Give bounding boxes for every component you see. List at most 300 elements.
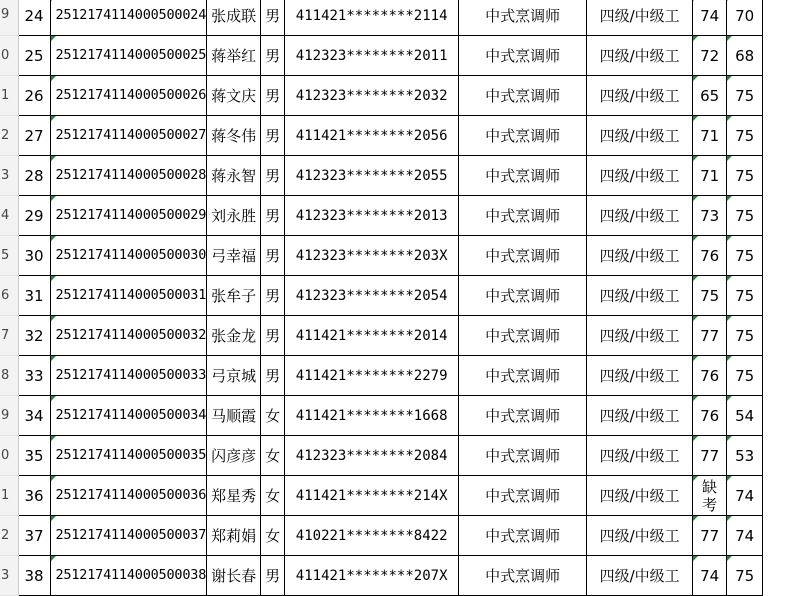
comment-indicator-icon xyxy=(51,236,56,241)
practical-score-cell[interactable] xyxy=(727,516,763,556)
row-header-text: 4 xyxy=(1,207,10,223)
practical-score-cell-text: 75 xyxy=(735,286,755,305)
seq-cell-text: 24 xyxy=(24,6,44,25)
table-row xyxy=(0,316,763,356)
occupation-cell-text: 中式烹调师 xyxy=(485,206,561,225)
ticket-number-cell[interactable] xyxy=(50,116,207,156)
practical-score-cell[interactable] xyxy=(727,116,763,156)
occupation-cell[interactable] xyxy=(459,436,587,476)
level-cell-text: 四级/中级工 xyxy=(599,526,680,545)
occupation-cell[interactable] xyxy=(459,116,587,156)
sheet-empty-area xyxy=(763,0,791,585)
ticket-number-cell[interactable] xyxy=(50,556,207,596)
theory-score-cell-text: 65 xyxy=(700,86,720,105)
comment-indicator-icon xyxy=(51,0,56,1)
row-header-text: 1 xyxy=(1,87,10,103)
id-number-cell[interactable] xyxy=(285,516,459,556)
seq-cell[interactable] xyxy=(18,236,50,276)
occupation-cell[interactable] xyxy=(459,76,587,116)
comment-indicator-icon xyxy=(693,76,698,81)
row-header[interactable] xyxy=(0,276,18,316)
theory-score-cell[interactable] xyxy=(693,556,727,596)
comment-indicator-icon xyxy=(727,316,732,321)
id-number-cell[interactable] xyxy=(285,116,459,156)
name-cell[interactable] xyxy=(207,236,261,276)
theory-score-cell-text: 77 xyxy=(700,446,720,465)
ticket-number-cell[interactable] xyxy=(50,356,207,396)
seq-cell-text: 33 xyxy=(24,366,44,385)
practical-score-cell-text: 75 xyxy=(735,166,755,185)
gender-cell[interactable] xyxy=(261,156,285,196)
comment-indicator-icon xyxy=(51,316,56,321)
name-cell[interactable] xyxy=(207,156,261,196)
level-cell[interactable] xyxy=(587,556,693,596)
name-cell[interactable] xyxy=(207,76,261,116)
name-cell[interactable] xyxy=(207,0,261,36)
seq-cell[interactable] xyxy=(18,396,50,436)
row-header[interactable] xyxy=(0,156,18,196)
seq-cell-text: 27 xyxy=(24,126,44,145)
practical-score-cell[interactable] xyxy=(727,396,763,436)
id-number-cell-text: 412323********2055 xyxy=(295,167,448,184)
name-cell-text: 谢长春 xyxy=(211,566,257,585)
gender-cell[interactable] xyxy=(261,76,285,116)
table-row xyxy=(0,276,763,316)
gender-cell[interactable] xyxy=(261,236,285,276)
gender-cell[interactable] xyxy=(261,476,285,516)
seq-cell[interactable] xyxy=(18,76,50,116)
theory-score-cell[interactable] xyxy=(693,196,727,236)
seq-cell[interactable] xyxy=(18,276,50,316)
theory-score-cell[interactable] xyxy=(693,0,727,36)
comment-indicator-icon xyxy=(693,236,698,241)
table-row xyxy=(0,156,763,196)
seq-cell-text: 29 xyxy=(24,206,44,225)
comment-indicator-icon xyxy=(693,36,698,41)
occupation-cell[interactable] xyxy=(459,356,587,396)
table-row xyxy=(0,236,763,276)
gender-cell[interactable] xyxy=(261,36,285,76)
name-cell[interactable] xyxy=(207,276,261,316)
ticket-number-cell-text: 2512174114000500036 xyxy=(55,487,207,503)
name-cell-text: 弓京城 xyxy=(211,366,257,385)
comment-indicator-icon xyxy=(727,516,732,521)
id-number-cell-text: 412323********2011 xyxy=(295,47,448,64)
level-cell-text: 四级/中级工 xyxy=(599,126,680,145)
name-cell-text: 蒋举红 xyxy=(211,46,257,65)
theory-score-cell-text: 76 xyxy=(700,246,720,265)
ticket-number-cell[interactable] xyxy=(50,396,207,436)
ticket-number-cell[interactable] xyxy=(50,156,207,196)
seq-cell[interactable] xyxy=(18,356,50,396)
ticket-number-cell[interactable] xyxy=(50,476,207,516)
seq-cell[interactable] xyxy=(18,156,50,196)
seq-cell-text: 38 xyxy=(24,566,44,585)
seq-cell[interactable] xyxy=(18,556,50,596)
comment-indicator-icon xyxy=(51,396,56,401)
seq-cell-text: 36 xyxy=(24,486,44,505)
comment-indicator-icon xyxy=(51,116,56,121)
occupation-cell[interactable] xyxy=(459,316,587,356)
seq-cell[interactable] xyxy=(18,476,50,516)
level-cell-text: 四级/中级工 xyxy=(599,566,680,585)
theory-score-cell[interactable] xyxy=(693,236,727,276)
level-cell[interactable] xyxy=(587,356,693,396)
id-number-cell[interactable] xyxy=(285,356,459,396)
level-cell-text: 四级/中级工 xyxy=(599,366,680,385)
comment-indicator-icon xyxy=(727,276,732,281)
theory-score-cell[interactable] xyxy=(693,36,727,76)
comment-indicator-icon xyxy=(51,356,56,361)
occupation-cell[interactable] xyxy=(459,36,587,76)
level-cell-text: 四级/中级工 xyxy=(599,286,680,305)
comment-indicator-icon xyxy=(693,156,698,161)
comment-indicator-icon xyxy=(51,476,56,481)
seq-cell[interactable] xyxy=(18,116,50,156)
theory-score-cell[interactable] xyxy=(693,316,727,356)
theory-score-cell[interactable] xyxy=(693,276,727,316)
level-cell-text: 四级/中级工 xyxy=(599,46,680,65)
table-row xyxy=(0,396,763,436)
comment-indicator-icon xyxy=(727,356,732,361)
practical-score-cell-text: 75 xyxy=(735,566,755,585)
id-number-cell[interactable] xyxy=(285,236,459,276)
row-header[interactable] xyxy=(0,236,18,276)
ticket-number-cell[interactable] xyxy=(50,76,207,116)
practical-score-cell-text: 53 xyxy=(735,446,755,465)
occupation-cell-text: 中式烹调师 xyxy=(485,446,561,465)
level-cell[interactable] xyxy=(587,436,693,476)
occupation-cell[interactable] xyxy=(459,476,587,516)
ticket-number-cell-text: 2512174114000500031 xyxy=(55,287,207,303)
name-cell-text: 刘永胜 xyxy=(211,206,257,225)
gender-cell-text: 女 xyxy=(265,406,281,425)
id-number-cell[interactable] xyxy=(285,556,459,596)
seq-cell[interactable] xyxy=(18,36,50,76)
row-header[interactable] xyxy=(0,0,18,36)
row-header-text: 3 xyxy=(1,567,10,583)
row-header[interactable] xyxy=(0,76,18,116)
practical-score-cell[interactable] xyxy=(727,356,763,396)
gender-cell[interactable] xyxy=(261,396,285,436)
level-cell[interactable] xyxy=(587,36,693,76)
id-number-cell-text: 411421********214X xyxy=(295,487,448,504)
table-row xyxy=(0,116,763,156)
gender-cell-text: 男 xyxy=(265,366,281,385)
name-cell[interactable] xyxy=(207,516,261,556)
occupation-cell[interactable] xyxy=(459,156,587,196)
level-cell[interactable] xyxy=(587,316,693,356)
ticket-number-cell-text: 2512174114000500035 xyxy=(55,447,207,463)
seq-cell-text: 28 xyxy=(24,166,44,185)
table-row xyxy=(0,556,763,596)
gender-cell-text: 女 xyxy=(265,486,281,505)
id-number-cell-text: 412323********2013 xyxy=(295,207,448,224)
ticket-number-cell-text: 2512174114000500028 xyxy=(55,167,207,183)
practical-score-cell[interactable] xyxy=(727,476,763,516)
occupation-cell[interactable] xyxy=(459,516,587,556)
id-number-cell-text: 411421********1668 xyxy=(295,407,448,424)
comment-indicator-icon xyxy=(693,196,698,201)
name-cell-text: 张成联 xyxy=(211,6,257,25)
id-number-cell[interactable] xyxy=(285,436,459,476)
row-header-text: 5 xyxy=(1,247,10,263)
row-header[interactable] xyxy=(0,396,18,436)
table-row xyxy=(0,76,763,116)
ticket-number-cell[interactable] xyxy=(50,276,207,316)
comment-indicator-icon xyxy=(693,516,698,521)
name-cell-text: 蒋冬伟 xyxy=(211,126,257,145)
theory-score-cell[interactable] xyxy=(693,516,727,556)
theory-score-cell-text: 77 xyxy=(700,326,720,345)
ticket-number-cell-text: 2512174114000500030 xyxy=(55,247,207,263)
row-header[interactable] xyxy=(0,476,18,516)
practical-score-cell[interactable] xyxy=(727,76,763,116)
gender-cell[interactable] xyxy=(261,516,285,556)
comment-indicator-icon xyxy=(693,316,698,321)
id-number-cell[interactable] xyxy=(285,276,459,316)
level-cell-text: 四级/中级工 xyxy=(599,446,680,465)
gender-cell-text: 男 xyxy=(265,126,281,145)
row-header[interactable] xyxy=(0,116,18,156)
practical-score-cell[interactable] xyxy=(727,556,763,596)
comment-indicator-icon xyxy=(727,436,732,441)
ticket-number-cell[interactable] xyxy=(50,36,207,76)
comment-indicator-icon xyxy=(727,156,732,161)
theory-score-cell[interactable] xyxy=(693,356,727,396)
id-number-cell[interactable] xyxy=(285,0,459,36)
practical-score-cell-text: 75 xyxy=(735,126,755,145)
practical-score-cell[interactable] xyxy=(727,436,763,476)
gender-cell[interactable] xyxy=(261,0,285,36)
ticket-number-cell-text: 2512174114000500025 xyxy=(55,47,207,63)
occupation-cell-text: 中式烹调师 xyxy=(485,86,561,105)
row-header-text: 9 xyxy=(1,407,10,423)
name-cell[interactable] xyxy=(207,556,261,596)
gender-cell[interactable] xyxy=(261,276,285,316)
seq-cell[interactable] xyxy=(18,196,50,236)
ticket-number-cell[interactable] xyxy=(50,316,207,356)
seq-cell-text: 34 xyxy=(24,406,44,425)
practical-score-cell-text: 75 xyxy=(735,246,755,265)
occupation-cell[interactable] xyxy=(459,236,587,276)
ticket-number-cell-text: 2512174114000500027 xyxy=(55,127,207,143)
gender-cell[interactable] xyxy=(261,116,285,156)
comment-indicator-icon xyxy=(727,116,732,121)
gender-cell[interactable] xyxy=(261,316,285,356)
row-header[interactable] xyxy=(0,316,18,356)
theory-score-cell-text: 75 xyxy=(700,286,720,305)
row-header[interactable] xyxy=(0,516,18,556)
id-number-cell[interactable] xyxy=(285,396,459,436)
comment-indicator-icon xyxy=(693,556,698,561)
level-cell-text: 四级/中级工 xyxy=(599,246,680,265)
name-cell[interactable] xyxy=(207,356,261,396)
ticket-number-cell[interactable] xyxy=(50,436,207,476)
ticket-number-cell[interactable] xyxy=(50,196,207,236)
level-cell[interactable] xyxy=(587,516,693,556)
comment-indicator-icon xyxy=(727,76,732,81)
comment-indicator-icon xyxy=(693,356,698,361)
level-cell[interactable] xyxy=(587,116,693,156)
practical-score-cell[interactable] xyxy=(727,36,763,76)
ticket-number-cell[interactable] xyxy=(50,516,207,556)
theory-score-cell[interactable] xyxy=(693,436,727,476)
practical-score-cell[interactable] xyxy=(727,156,763,196)
ticket-number-cell-text: 2512174114000500034 xyxy=(55,407,207,423)
level-cell-text: 四级/中级工 xyxy=(599,406,680,425)
name-cell-text: 郑星秀 xyxy=(211,486,257,505)
row-header-text: 9 xyxy=(1,7,10,23)
seq-cell-text: 25 xyxy=(24,46,44,65)
id-number-cell-text: 411421********207X xyxy=(295,567,448,584)
name-cell[interactable] xyxy=(207,316,261,356)
name-cell[interactable] xyxy=(207,396,261,436)
name-cell[interactable] xyxy=(207,476,261,516)
table-row xyxy=(0,356,763,396)
occupation-cell[interactable] xyxy=(459,196,587,236)
row-header[interactable] xyxy=(0,556,18,596)
comment-indicator-icon xyxy=(693,436,698,441)
practical-score-cell[interactable] xyxy=(727,196,763,236)
comment-indicator-icon xyxy=(693,0,698,1)
theory-score-cell-text: 74 xyxy=(700,566,720,585)
level-cell[interactable] xyxy=(587,396,693,436)
id-number-cell-text: 411421********2014 xyxy=(295,327,448,344)
comment-indicator-icon xyxy=(51,76,56,81)
id-number-cell[interactable] xyxy=(285,76,459,116)
theory-score-cell-text: 71 xyxy=(700,166,720,185)
name-cell[interactable] xyxy=(207,436,261,476)
level-cell[interactable] xyxy=(587,476,693,516)
id-number-cell[interactable] xyxy=(285,36,459,76)
id-number-cell[interactable] xyxy=(285,316,459,356)
ticket-number-cell[interactable] xyxy=(50,236,207,276)
gender-cell[interactable] xyxy=(261,556,285,596)
seq-cell-text: 35 xyxy=(24,446,44,465)
row-header-text: 0 xyxy=(1,447,10,463)
level-cell[interactable] xyxy=(587,276,693,316)
occupation-cell[interactable] xyxy=(459,0,587,36)
occupation-cell[interactable] xyxy=(459,556,587,596)
occupation-cell-text: 中式烹调师 xyxy=(485,486,561,505)
theory-score-cell[interactable] xyxy=(693,476,727,516)
row-header-text: 2 xyxy=(1,527,10,543)
id-number-cell[interactable] xyxy=(285,156,459,196)
gender-cell-text: 男 xyxy=(265,286,281,305)
theory-score-cell-text: 缺考 xyxy=(702,477,718,514)
occupation-cell-text: 中式烹调师 xyxy=(485,46,561,65)
occupation-cell-text: 中式烹调师 xyxy=(485,246,561,265)
gender-cell[interactable] xyxy=(261,436,285,476)
table-row xyxy=(0,36,763,76)
practical-score-cell-text: 75 xyxy=(735,206,755,225)
comment-indicator-icon xyxy=(51,156,56,161)
practical-score-cell[interactable] xyxy=(727,316,763,356)
name-cell-text: 张金龙 xyxy=(211,326,257,345)
level-cell-text: 四级/中级工 xyxy=(599,326,680,345)
comment-indicator-icon xyxy=(727,556,732,561)
practical-score-cell[interactable] xyxy=(727,276,763,316)
gender-cell-text: 男 xyxy=(265,566,281,585)
row-header[interactable] xyxy=(0,356,18,396)
occupation-cell-text: 中式烹调师 xyxy=(485,326,561,345)
practical-score-cell-text: 74 xyxy=(735,486,755,505)
id-number-cell-text: 412323********203X xyxy=(295,247,448,264)
row-header-text: 7 xyxy=(1,327,10,343)
occupation-cell-text: 中式烹调师 xyxy=(485,406,561,425)
level-cell[interactable] xyxy=(587,236,693,276)
seq-cell[interactable] xyxy=(18,516,50,556)
gender-cell[interactable] xyxy=(261,196,285,236)
theory-score-cell[interactable] xyxy=(693,76,727,116)
gender-cell-text: 男 xyxy=(265,246,281,265)
row-header[interactable] xyxy=(0,436,18,476)
id-number-cell[interactable] xyxy=(285,196,459,236)
practical-score-cell-text: 68 xyxy=(735,46,755,65)
occupation-cell-text: 中式烹调师 xyxy=(485,366,561,385)
id-number-cell[interactable] xyxy=(285,476,459,516)
practical-score-cell-text: 74 xyxy=(735,526,755,545)
practical-score-cell-text: 75 xyxy=(735,86,755,105)
practical-score-cell-text: 75 xyxy=(735,366,755,385)
level-cell[interactable] xyxy=(587,156,693,196)
theory-score-cell[interactable] xyxy=(693,116,727,156)
comment-indicator-icon xyxy=(51,556,56,561)
seq-cell[interactable] xyxy=(18,316,50,356)
level-cell[interactable] xyxy=(587,0,693,36)
ticket-number-cell-text: 2512174114000500038 xyxy=(55,567,207,583)
practical-score-cell[interactable] xyxy=(727,0,763,36)
name-cell-text: 蒋文庆 xyxy=(211,86,257,105)
id-number-cell-text: 410221********8422 xyxy=(295,527,448,544)
ticket-number-cell-text: 2512174114000500032 xyxy=(55,327,207,343)
occupation-cell-text: 中式烹调师 xyxy=(485,526,561,545)
occupation-cell[interactable] xyxy=(459,276,587,316)
theory-score-cell-text: 77 xyxy=(700,526,720,545)
gender-cell[interactable] xyxy=(261,356,285,396)
occupation-cell-text: 中式烹调师 xyxy=(485,286,561,305)
id-number-cell-text: 411421********2114 xyxy=(295,7,448,24)
name-cell[interactable] xyxy=(207,36,261,76)
theory-score-cell[interactable] xyxy=(693,396,727,436)
gender-cell-text: 男 xyxy=(265,6,281,25)
seq-cell[interactable] xyxy=(18,436,50,476)
occupation-cell-text: 中式烹调师 xyxy=(485,126,561,145)
practical-score-cell[interactable] xyxy=(727,236,763,276)
level-cell[interactable] xyxy=(587,76,693,116)
name-cell[interactable] xyxy=(207,116,261,156)
table-row xyxy=(0,436,763,476)
occupation-cell[interactable] xyxy=(459,396,587,436)
row-header[interactable] xyxy=(0,36,18,76)
theory-score-cell-text: 76 xyxy=(700,366,720,385)
comment-indicator-icon xyxy=(693,396,698,401)
seq-cell[interactable] xyxy=(18,0,50,36)
row-header-text: 6 xyxy=(1,287,10,303)
comment-indicator-icon xyxy=(693,276,698,281)
theory-score-cell[interactable] xyxy=(693,156,727,196)
level-cell[interactable] xyxy=(587,196,693,236)
name-cell[interactable] xyxy=(207,196,261,236)
name-cell-text: 弓幸福 xyxy=(211,246,257,265)
seq-cell-text: 37 xyxy=(24,526,44,545)
comment-indicator-icon xyxy=(727,0,732,1)
comment-indicator-icon xyxy=(727,476,732,481)
level-cell-text: 四级/中级工 xyxy=(599,486,680,505)
ticket-number-cell[interactable] xyxy=(50,0,207,36)
row-header[interactable] xyxy=(0,196,18,236)
